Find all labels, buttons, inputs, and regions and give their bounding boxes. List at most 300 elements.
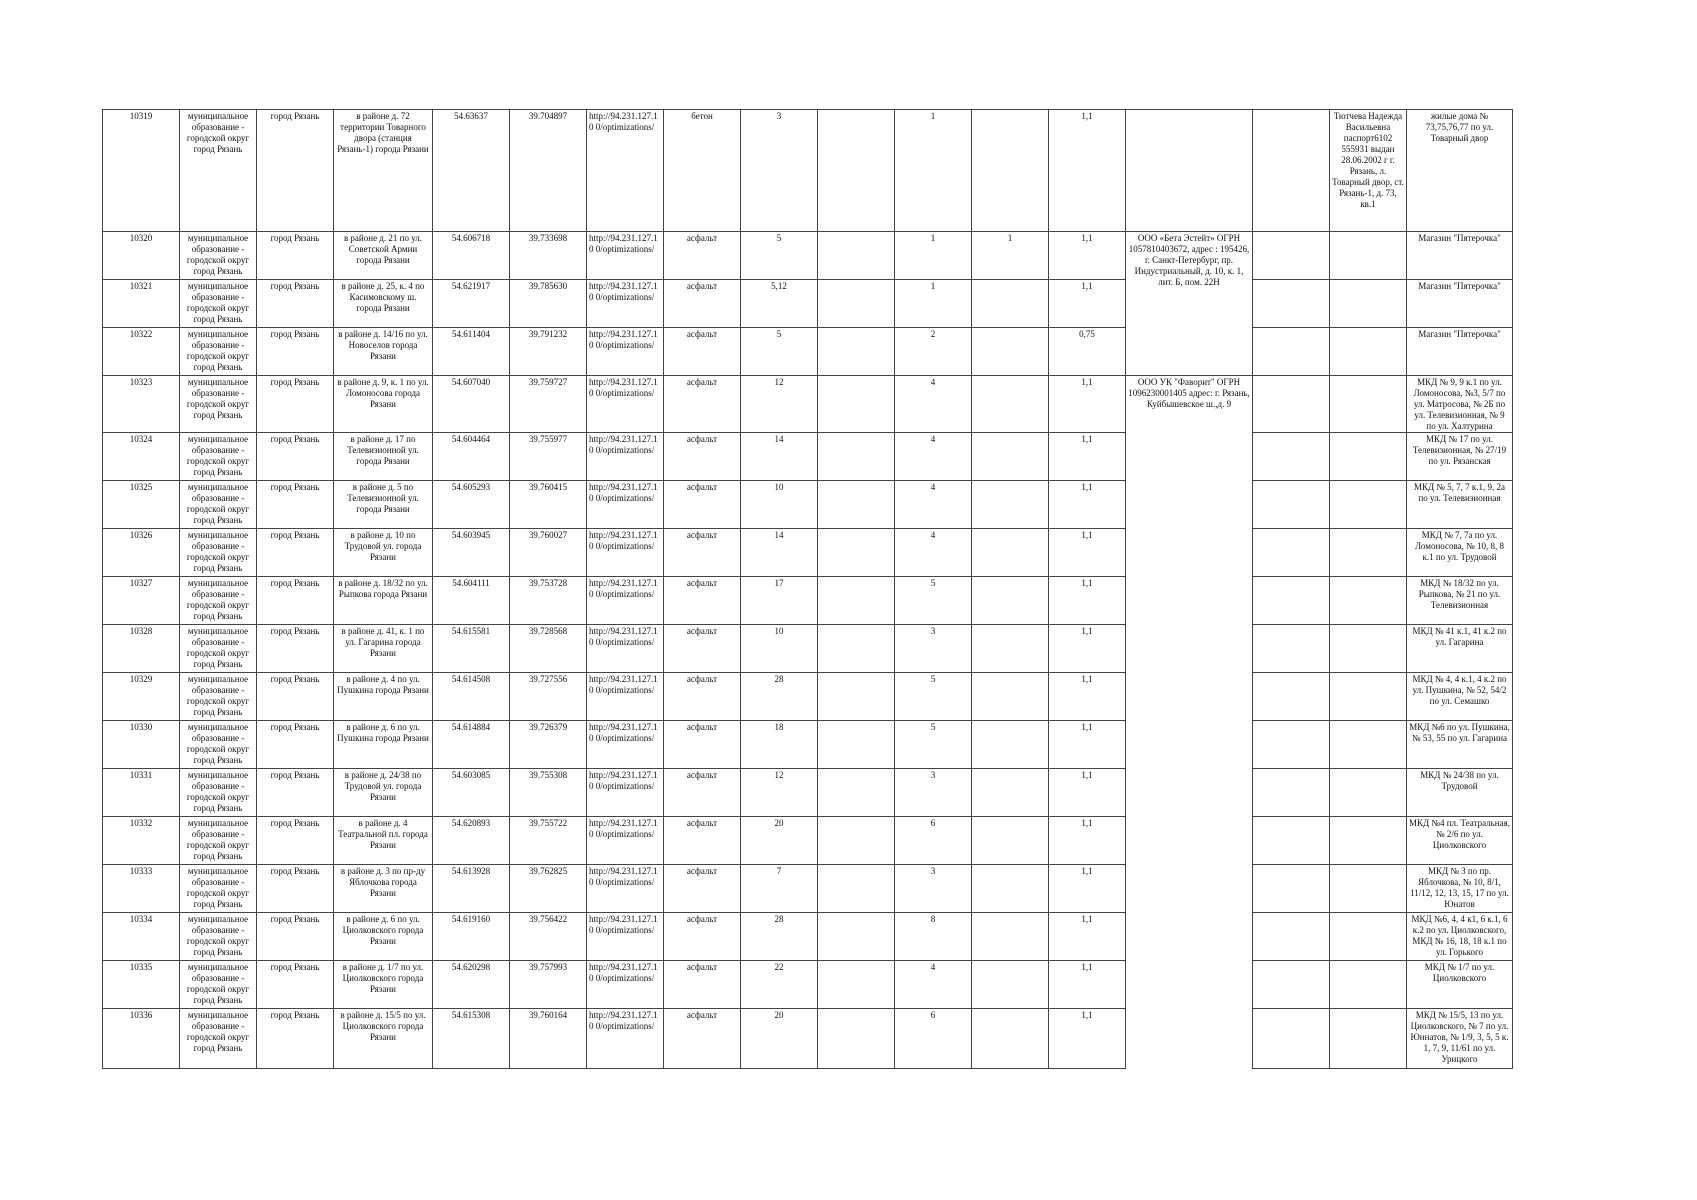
latitude-cell: 54.615308 <box>433 1009 510 1069</box>
empty-cell <box>1253 913 1330 961</box>
table-row <box>103 577 1513 625</box>
longitude-cell: 39.762825 <box>510 865 587 913</box>
map-link-cell[interactable]: http://94.231.127.10 0/optimizations/ <box>587 232 664 280</box>
area-cell: 17 <box>741 577 818 625</box>
table-row <box>103 961 1513 1009</box>
containers-cell: 4 <box>895 529 972 577</box>
containers-cell: 3 <box>895 769 972 817</box>
map-link-cell[interactable]: http://94.231.127.10 0/optimizations/ <box>587 769 664 817</box>
settlement-cell: город Рязань <box>257 817 334 865</box>
empty-cell <box>1253 1009 1330 1069</box>
municipality-cell: муниципальное образование - городской округ город Рязань <box>180 961 257 1009</box>
extra-containers-cell <box>972 1009 1049 1069</box>
site-id: 10322 <box>103 328 180 376</box>
table-row <box>103 913 1513 961</box>
sources-cell: МКД № 24/38 по ул. Трудовой <box>1407 769 1513 817</box>
containers-cell: 6 <box>895 1009 972 1069</box>
address-cell: в районе д. 4 по ул. Пушкина города Рязани <box>334 673 433 721</box>
sources-cell: МКД № 3 по пр. Яблочкова, № 10, 8/1, 11/12, 12, 13, 15, 17 по ул. Юнатов <box>1407 865 1513 913</box>
empty-cell <box>818 328 895 376</box>
extra-containers-cell <box>972 721 1049 769</box>
empty-cell <box>818 865 895 913</box>
empty-cell <box>818 817 895 865</box>
municipality-cell: муниципальное образование - городской округ город Рязань <box>180 280 257 328</box>
extra-containers-cell <box>972 769 1049 817</box>
map-link-cell[interactable]: http://94.231.127.10 0/optimizations/ <box>587 625 664 673</box>
latitude-cell: 54.63637 <box>433 110 510 232</box>
owner-cell <box>1330 673 1407 721</box>
latitude-cell: 54.607040 <box>433 376 510 433</box>
owner-cell <box>1330 280 1407 328</box>
settlement-cell: город Рязань <box>257 433 334 481</box>
surface-cell: асфальт <box>664 328 741 376</box>
containers-cell: 2 <box>895 328 972 376</box>
municipality-cell: муниципальное образование - городской округ город Рязань <box>180 376 257 433</box>
area-cell: 10 <box>741 481 818 529</box>
owner-cell: Тютчева Надежда Васильевна паспорт6102 555931 выдан 28.06.2002 г г. Рязань, л. Товарный двор, ст. Рязань-1, д. 73, кв.1 <box>1330 110 1407 232</box>
containers-cell: 5 <box>895 577 972 625</box>
site-id: 10325 <box>103 481 180 529</box>
address-cell: в районе д. 9, к. 1 по ул. Ломоносова города Рязани <box>334 376 433 433</box>
empty-cell <box>1253 817 1330 865</box>
table-row <box>103 673 1513 721</box>
address-cell: в районе д. 72 территории Товарного двора (станция Рязань-1) города Рязани <box>334 110 433 232</box>
owner-cell <box>1330 769 1407 817</box>
site-id: 10332 <box>103 817 180 865</box>
site-id: 10323 <box>103 376 180 433</box>
sources-cell: МКД № 41 к.1, 41 к.2 по ул. Гагарина <box>1407 625 1513 673</box>
address-cell: в районе д. 15/5 по ул. Циолковского города Рязани <box>334 1009 433 1069</box>
area-cell: 20 <box>741 1009 818 1069</box>
site-id: 10324 <box>103 433 180 481</box>
surface-cell: асфальт <box>664 280 741 328</box>
sources-cell: МКД № 1/7 по ул. Циолковского <box>1407 961 1513 1009</box>
empty-cell <box>1253 433 1330 481</box>
sources-cell: МКД № 7, 7а по ул. Ломоносова, № 10, 8, 8 к.1 по ул. Трудовой <box>1407 529 1513 577</box>
site-id: 10321 <box>103 280 180 328</box>
sources-cell: Магазин "Пятерочка" <box>1407 328 1513 376</box>
containers-cell: 1 <box>895 280 972 328</box>
empty-cell <box>818 721 895 769</box>
settlement-cell: город Рязань <box>257 376 334 433</box>
empty-cell <box>1253 376 1330 433</box>
registry-table <box>102 109 1513 1069</box>
longitude-cell: 39.727556 <box>510 673 587 721</box>
map-link-cell[interactable]: http://94.231.127.10 0/optimizations/ <box>587 529 664 577</box>
owner-cell <box>1330 865 1407 913</box>
address-cell: в районе д. 4 Театральной пл. города Рязани <box>334 817 433 865</box>
owner-cell <box>1330 376 1407 433</box>
empty-cell <box>818 232 895 280</box>
surface-cell: бетон <box>664 110 741 232</box>
sources-cell: МКД № 18/32 по ул. Рыпкова, № 21 по ул. Телевизионная <box>1407 577 1513 625</box>
table-row <box>103 328 1513 376</box>
area-cell: 5,12 <box>741 280 818 328</box>
volume-cell: 1,1 <box>1049 577 1126 625</box>
extra-containers-cell <box>972 913 1049 961</box>
area-cell: 28 <box>741 673 818 721</box>
settlement-cell: город Рязань <box>257 913 334 961</box>
extra-containers-cell <box>972 328 1049 376</box>
volume-cell: 1,1 <box>1049 721 1126 769</box>
empty-cell <box>818 376 895 433</box>
surface-cell: асфальт <box>664 913 741 961</box>
volume-cell: 1,1 <box>1049 280 1126 328</box>
table-row <box>103 280 1513 328</box>
sources-cell: МКД №6, 4, 4 к1, 6 к.1, 6 к.2 по ул. Циолковского, МКД № 16, 18, 18 к.1 по ул. Горького <box>1407 913 1513 961</box>
surface-cell: асфальт <box>664 577 741 625</box>
site-id: 10319 <box>103 110 180 232</box>
empty-cell <box>818 769 895 817</box>
latitude-cell: 54.613928 <box>433 865 510 913</box>
surface-cell: асфальт <box>664 481 741 529</box>
containers-cell: 5 <box>895 673 972 721</box>
area-cell: 14 <box>741 433 818 481</box>
sources-cell: МКД № 4, 4 к.1, 4 к.2 по ул. Пушкина, № 52, 54/2 по ул. Семашко <box>1407 673 1513 721</box>
sources-cell: Магазин "Пятерочка" <box>1407 232 1513 280</box>
area-cell: 14 <box>741 529 818 577</box>
longitude-cell: 39.733698 <box>510 232 587 280</box>
volume-cell: 0,75 <box>1049 328 1126 376</box>
extra-containers-cell <box>972 817 1049 865</box>
surface-cell: асфальт <box>664 1009 741 1069</box>
owner-cell <box>1330 817 1407 865</box>
longitude-cell: 39.785630 <box>510 280 587 328</box>
area-cell: 22 <box>741 961 818 1009</box>
surface-cell: асфальт <box>664 817 741 865</box>
surface-cell: асфальт <box>664 376 741 433</box>
site-id: 10335 <box>103 961 180 1009</box>
latitude-cell: 54.614508 <box>433 673 510 721</box>
containers-cell: 4 <box>895 481 972 529</box>
owner-cell <box>1330 577 1407 625</box>
municipality-cell: муниципальное образование - городской округ город Рязань <box>180 913 257 961</box>
area-cell: 20 <box>741 817 818 865</box>
map-link-cell[interactable]: http://94.231.127.10 0/optimizations/ <box>587 721 664 769</box>
empty-cell <box>818 529 895 577</box>
latitude-cell: 54.603085 <box>433 769 510 817</box>
operator-cell <box>1126 110 1253 232</box>
table-row <box>103 376 1513 433</box>
site-id: 10331 <box>103 769 180 817</box>
containers-cell: 5 <box>895 721 972 769</box>
containers-cell: 3 <box>895 865 972 913</box>
site-id: 10327 <box>103 577 180 625</box>
owner-cell <box>1330 961 1407 1009</box>
empty-cell <box>1253 529 1330 577</box>
containers-cell: 8 <box>895 913 972 961</box>
extra-containers-cell <box>972 865 1049 913</box>
site-id: 10326 <box>103 529 180 577</box>
operator-cell: ООО «Бета Эстейт» ОГРН 1057810403672, адрес : 195426, г. Санкт-Петербург, пр. Индустриальный, д. 10, к. 1, лит. Б, пом. 22Н <box>1126 232 1253 376</box>
longitude-cell: 39.704897 <box>510 110 587 232</box>
settlement-cell: город Рязань <box>257 721 334 769</box>
empty-cell <box>1253 721 1330 769</box>
sources-cell: жилые дома № 73,75,76,77 по ул. Товарный двор <box>1407 110 1513 232</box>
table-row <box>103 817 1513 865</box>
empty-cell <box>818 481 895 529</box>
settlement-cell: город Рязань <box>257 673 334 721</box>
extra-containers-cell <box>972 673 1049 721</box>
containers-cell: 4 <box>895 961 972 1009</box>
empty-cell <box>1253 280 1330 328</box>
extra-containers-cell <box>972 110 1049 232</box>
area-cell: 28 <box>741 913 818 961</box>
map-link-cell[interactable]: http://94.231.127.10 0/optimizations/ <box>587 481 664 529</box>
sources-cell: МКД №6 по ул. Пушкина, № 53, 55 по ул. Гагарина <box>1407 721 1513 769</box>
empty-cell <box>1253 328 1330 376</box>
extra-containers-cell <box>972 280 1049 328</box>
table-row <box>103 769 1513 817</box>
containers-cell: 1 <box>895 232 972 280</box>
address-cell: в районе д. 24/38 по Трудовой ул. города Рязани <box>334 769 433 817</box>
settlement-cell: город Рязань <box>257 1009 334 1069</box>
empty-cell <box>818 913 895 961</box>
site-id: 10336 <box>103 1009 180 1069</box>
address-cell: в районе д. 25, к. 4 по Касимовскому ш. города Рязани <box>334 280 433 328</box>
table-row <box>103 529 1513 577</box>
sources-cell: Магазин "Пятерочка" <box>1407 280 1513 328</box>
volume-cell: 1,1 <box>1049 433 1126 481</box>
surface-cell: асфальт <box>664 232 741 280</box>
extra-containers-cell: 1 <box>972 232 1049 280</box>
containers-cell: 4 <box>895 376 972 433</box>
longitude-cell: 39.757993 <box>510 961 587 1009</box>
area-cell: 5 <box>741 232 818 280</box>
longitude-cell: 39.791232 <box>510 328 587 376</box>
map-link-cell[interactable]: http://94.231.127.10 0/optimizations/ <box>587 913 664 961</box>
municipality-cell: муниципальное образование - городской округ город Рязань <box>180 481 257 529</box>
empty-cell <box>818 577 895 625</box>
map-link-cell[interactable]: http://94.231.127.10 0/optimizations/ <box>587 328 664 376</box>
empty-cell <box>1253 625 1330 673</box>
site-id: 10328 <box>103 625 180 673</box>
surface-cell: асфальт <box>664 433 741 481</box>
owner-cell <box>1330 913 1407 961</box>
settlement-cell: город Рязань <box>257 280 334 328</box>
municipality-cell: муниципальное образование - городской округ город Рязань <box>180 433 257 481</box>
settlement-cell: город Рязань <box>257 481 334 529</box>
latitude-cell: 54.620298 <box>433 961 510 1009</box>
municipality-cell: муниципальное образование - городской округ город Рязань <box>180 110 257 232</box>
volume-cell: 1,1 <box>1049 865 1126 913</box>
settlement-cell: город Рязань <box>257 529 334 577</box>
empty-cell <box>1253 769 1330 817</box>
owner-cell <box>1330 232 1407 280</box>
sources-cell: МКД № 9, 9 к.1 по ул. Ломоносова, №3, 5/7 по ул. Матросова, № 2Б по ул. Телевизионная, № 9 по ул. Халтурина <box>1407 376 1513 433</box>
owner-cell <box>1330 328 1407 376</box>
volume-cell: 1,1 <box>1049 529 1126 577</box>
table-row <box>103 625 1513 673</box>
owner-cell <box>1330 529 1407 577</box>
longitude-cell: 39.760164 <box>510 1009 587 1069</box>
latitude-cell: 54.620893 <box>433 817 510 865</box>
longitude-cell: 39.760027 <box>510 529 587 577</box>
longitude-cell: 39.726379 <box>510 721 587 769</box>
sources-cell: МКД № 15/5, 13 по ул. Циолковского, № 7 по ул. Юннатов, № 1/9, 3, 5, 5 к. 1, 7, 9, 11/61 по ул. Урицкого <box>1407 1009 1513 1069</box>
volume-cell: 1,1 <box>1049 481 1126 529</box>
surface-cell: асфальт <box>664 769 741 817</box>
address-cell: в районе д. 3 по пр-ду Яблочкова города Рязани <box>334 865 433 913</box>
area-cell: 12 <box>741 376 818 433</box>
owner-cell <box>1330 481 1407 529</box>
latitude-cell: 54.621917 <box>433 280 510 328</box>
settlement-cell: город Рязань <box>257 577 334 625</box>
latitude-cell: 54.619160 <box>433 913 510 961</box>
settlement-cell: город Рязань <box>257 232 334 280</box>
longitude-cell: 39.756422 <box>510 913 587 961</box>
empty-cell <box>818 433 895 481</box>
volume-cell: 1,1 <box>1049 110 1126 232</box>
table-row <box>103 110 1513 232</box>
address-cell: в районе д. 18/32 по ул. Рыпкова города Рязани <box>334 577 433 625</box>
address-cell: в районе д. 6 по ул. Пушкина города Рязани <box>334 721 433 769</box>
empty-cell <box>1253 865 1330 913</box>
extra-containers-cell <box>972 433 1049 481</box>
longitude-cell: 39.760415 <box>510 481 587 529</box>
volume-cell: 1,1 <box>1049 961 1126 1009</box>
area-cell: 10 <box>741 625 818 673</box>
empty-cell <box>1253 232 1330 280</box>
map-link-cell[interactable]: http://94.231.127.10 0/optimizations/ <box>587 376 664 433</box>
volume-cell: 1,1 <box>1049 673 1126 721</box>
operator-cell: ООО УК "Фаворит" ОГРН 1096230001405 адрес: г. Рязань, Куйбышевское ш.,д. 9 <box>1126 376 1253 1069</box>
latitude-cell: 54.614884 <box>433 721 510 769</box>
extra-containers-cell <box>972 376 1049 433</box>
table-row <box>103 481 1513 529</box>
map-link-cell[interactable]: http://94.231.127.10 0/optimizations/ <box>587 673 664 721</box>
longitude-cell: 39.753728 <box>510 577 587 625</box>
sources-cell: МКД № 17 по ул. Телевизионная, № 27/19 по ул. Рязанская <box>1407 433 1513 481</box>
volume-cell: 1,1 <box>1049 376 1126 433</box>
containers-cell: 1 <box>895 110 972 232</box>
municipality-cell: муниципальное образование - городской округ город Рязань <box>180 817 257 865</box>
longitude-cell: 39.728568 <box>510 625 587 673</box>
longitude-cell: 39.755308 <box>510 769 587 817</box>
surface-cell: асфальт <box>664 721 741 769</box>
empty-cell <box>1253 481 1330 529</box>
volume-cell: 1,1 <box>1049 817 1126 865</box>
owner-cell <box>1330 1009 1407 1069</box>
address-cell: в районе д. 10 по Трудовой ул. города Рязани <box>334 529 433 577</box>
map-link-cell[interactable]: http://94.231.127.10 0/optimizations/ <box>587 280 664 328</box>
latitude-cell: 54.604111 <box>433 577 510 625</box>
surface-cell: асфальт <box>664 673 741 721</box>
containers-cell: 4 <box>895 433 972 481</box>
longitude-cell: 39.759727 <box>510 376 587 433</box>
sources-cell: МКД № 5, 7, 7 к.1, 9, 2а по ул. Телевизионная <box>1407 481 1513 529</box>
address-cell: в районе д. 5 по Телевизионной ул. города Рязани <box>334 481 433 529</box>
sources-cell: МКД №4 пл. Театральная, № 2/6 по ул. Циолковского <box>1407 817 1513 865</box>
address-cell: в районе д. 14/16 по ул. Новоселов города Рязани <box>334 328 433 376</box>
map-link-cell[interactable]: http://94.231.127.10 0/optimizations/ <box>587 110 664 232</box>
address-cell: в районе д. 1/7 по ул. Циолковского города Рязани <box>334 961 433 1009</box>
surface-cell: асфальт <box>664 961 741 1009</box>
volume-cell: 1,1 <box>1049 232 1126 280</box>
site-id: 10329 <box>103 673 180 721</box>
municipality-cell: муниципальное образование - городской округ город Рязань <box>180 721 257 769</box>
extra-containers-cell <box>972 625 1049 673</box>
area-cell: 12 <box>741 769 818 817</box>
municipality-cell: муниципальное образование - городской округ город Рязань <box>180 769 257 817</box>
surface-cell: асфальт <box>664 865 741 913</box>
table-row <box>103 721 1513 769</box>
settlement-cell: город Рязань <box>257 625 334 673</box>
area-cell: 7 <box>741 865 818 913</box>
latitude-cell: 54.604464 <box>433 433 510 481</box>
empty-cell <box>818 673 895 721</box>
volume-cell: 1,1 <box>1049 625 1126 673</box>
latitude-cell: 54.615581 <box>433 625 510 673</box>
empty-cell <box>818 625 895 673</box>
settlement-cell: город Рязань <box>257 328 334 376</box>
empty-cell <box>1253 673 1330 721</box>
empty-cell <box>1253 961 1330 1009</box>
municipality-cell: муниципальное образование - городской округ город Рязань <box>180 1009 257 1069</box>
volume-cell: 1,1 <box>1049 1009 1126 1069</box>
map-link-cell[interactable]: http://94.231.127.10 0/optimizations/ <box>587 817 664 865</box>
area-cell: 5 <box>741 328 818 376</box>
settlement-cell: город Рязань <box>257 769 334 817</box>
owner-cell <box>1330 625 1407 673</box>
map-link-cell[interactable]: http://94.231.127.10 0/optimizations/ <box>587 1009 664 1069</box>
latitude-cell: 54.606718 <box>433 232 510 280</box>
extra-containers-cell <box>972 961 1049 1009</box>
map-link-cell[interactable]: http://94.231.127.10 0/optimizations/ <box>587 433 664 481</box>
municipality-cell: муниципальное образование - городской округ город Рязань <box>180 232 257 280</box>
latitude-cell: 54.605293 <box>433 481 510 529</box>
containers-cell: 3 <box>895 625 972 673</box>
map-link-cell[interactable]: http://94.231.127.10 0/optimizations/ <box>587 577 664 625</box>
table-row <box>103 232 1513 280</box>
settlement-cell: город Рязань <box>257 865 334 913</box>
municipality-cell: муниципальное образование - городской округ город Рязань <box>180 625 257 673</box>
municipality-cell: муниципальное образование - городской округ город Рязань <box>180 673 257 721</box>
volume-cell: 1,1 <box>1049 769 1126 817</box>
area-cell: 3 <box>741 110 818 232</box>
area-cell: 18 <box>741 721 818 769</box>
extra-containers-cell <box>972 529 1049 577</box>
extra-containers-cell <box>972 481 1049 529</box>
surface-cell: асфальт <box>664 529 741 577</box>
volume-cell: 1,1 <box>1049 913 1126 961</box>
municipality-cell: муниципальное образование - городской округ город Рязань <box>180 577 257 625</box>
empty-cell <box>1253 577 1330 625</box>
address-cell: в районе д. 21 по ул. Советской Армии города Рязани <box>334 232 433 280</box>
empty-cell <box>818 110 895 232</box>
longitude-cell: 39.755977 <box>510 433 587 481</box>
table-row <box>103 1009 1513 1069</box>
table-row <box>103 865 1513 913</box>
owner-cell <box>1330 433 1407 481</box>
map-link-cell[interactable]: http://94.231.127.10 0/optimizations/ <box>587 961 664 1009</box>
surface-cell: асфальт <box>664 625 741 673</box>
empty-cell <box>818 961 895 1009</box>
longitude-cell: 39.755722 <box>510 817 587 865</box>
latitude-cell: 54.603945 <box>433 529 510 577</box>
address-cell: в районе д. 41, к. 1 по ул. Гагарина города Рязани <box>334 625 433 673</box>
empty-cell <box>1253 110 1330 232</box>
table-row <box>103 433 1513 481</box>
municipality-cell: муниципальное образование - городской округ город Рязань <box>180 529 257 577</box>
map-link-cell[interactable]: http://94.231.127.10 0/optimizations/ <box>587 865 664 913</box>
settlement-cell: город Рязань <box>257 110 334 232</box>
municipality-cell: муниципальное образование - городской округ город Рязань <box>180 865 257 913</box>
latitude-cell: 54.611404 <box>433 328 510 376</box>
empty-cell <box>818 280 895 328</box>
address-cell: в районе д. 17 по Телевизионной ул. города Рязани <box>334 433 433 481</box>
settlement-cell: город Рязань <box>257 961 334 1009</box>
